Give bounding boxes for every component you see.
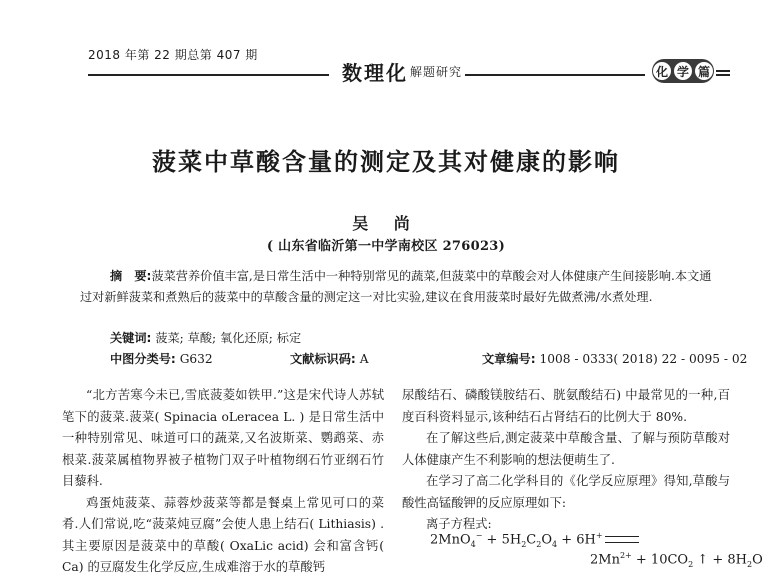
classification-label: 中图分类号: xyxy=(110,352,176,366)
keywords-label: 关键词: xyxy=(110,331,152,345)
equals-sign xyxy=(605,536,639,543)
article-number-label: 文章编号: xyxy=(482,352,536,366)
body-left-column xyxy=(62,385,384,579)
abstract-label: 摘 要: xyxy=(110,269,152,283)
issue-info: 2018 年第 22 期总第 407 期 xyxy=(88,48,258,62)
header-rule xyxy=(465,74,645,76)
section-badge xyxy=(652,59,714,83)
equation-reactants: $2MnO_4^- + 5H_2C_2O_4 + 6H^+$ xyxy=(430,531,639,549)
journal-name: 数理化 xyxy=(342,61,408,85)
section-char: 篇 xyxy=(695,62,713,80)
ion-equation-label: 离子方程式: xyxy=(426,517,492,531)
header-rule xyxy=(88,74,329,76)
body-paragraph: “北方苦寒今未已,雪底菠菱如铁甲.”这是宋代诗人苏轼笔下的菠菜.菠菜( Spinacia oLeracea L. ) 是日常生活中一种特别常见、味道可口的蔬菜,又名波斯菜、鹦鹉菜、赤根菜.菠菜属植物界被子植物门双子叶植物纲石竹亚纲石竹目藜科. xyxy=(62,388,384,488)
keywords xyxy=(110,329,301,346)
section-char: 学 xyxy=(674,62,692,80)
section-char: 化 xyxy=(653,62,671,80)
journal-subtitle: 解题研究 xyxy=(410,65,463,79)
body-right-column xyxy=(402,385,730,536)
article-number-value: 1008 - 0333( 2018) 22 - 0095 - 02 xyxy=(539,352,748,366)
classification-value: G632 xyxy=(179,352,213,366)
document-code-label: 文献标识码: xyxy=(290,352,356,366)
document-code xyxy=(290,350,369,367)
equation-products: $2Mn^{2+} + 10CO_2$ ↑ + $8H_2O$ xyxy=(590,551,763,569)
header-rule xyxy=(716,70,730,72)
classification xyxy=(110,350,213,367)
document-code-value: A xyxy=(359,352,369,366)
body-paragraph: 在了解这些后,测定菠菜中草酸含量、了解与预防草酸对人体健康产生不利影响的想法便萌生了. xyxy=(402,431,730,467)
body-paragraph: 鸡蛋炖菠菜、蒜蓉炒菠菜等都是餐桌上常见可口的菜肴.人们常说,吃“菠菜炖豆腐”会使人患上结石( Lithiasis) .其主要原因是菠菜中的草酸( OxaLic acid) 会和富含钙( Ca) 的豆腐发生化学反应,生成难溶于水的草酸钙 xyxy=(62,495,384,574)
article-title: 菠菜中草酸含量的测定及其对健康的影响 xyxy=(152,148,620,176)
body-paragraph: 尿酸结石、磷酸镁胺结石、胱氨酸结石) 中最常见的一种,百度百科资料显示,该种结石占肾结石的比例大于 80%. xyxy=(402,388,730,424)
header-rule xyxy=(716,74,730,76)
abstract xyxy=(80,266,720,308)
body-paragraph: 在学习了高二化学科目的《化学反应原理》得知,草酸与酸性高锰酸钾的反应原理如下: xyxy=(402,474,730,510)
author-name: 吴 尚 xyxy=(352,214,420,233)
article-number xyxy=(482,350,747,367)
author-affiliation: ( 山东省临沂第一中学南校区 276023) xyxy=(266,239,506,254)
keywords-value: 菠菜; 草酸; 氧化还原; 标定 xyxy=(155,331,302,345)
abstract-text: 菠菜营养价值丰富,是日常生活中一种特别常见的蔬菜,但菠菜中的草酸会对人体健康产生间接影响.本文通过对新鲜菠菜和煮熟后的菠菜中的草酸含量的测定这一对比实验,建议在食用菠菜时最好先做煮沸/水煮处理. xyxy=(80,269,712,304)
